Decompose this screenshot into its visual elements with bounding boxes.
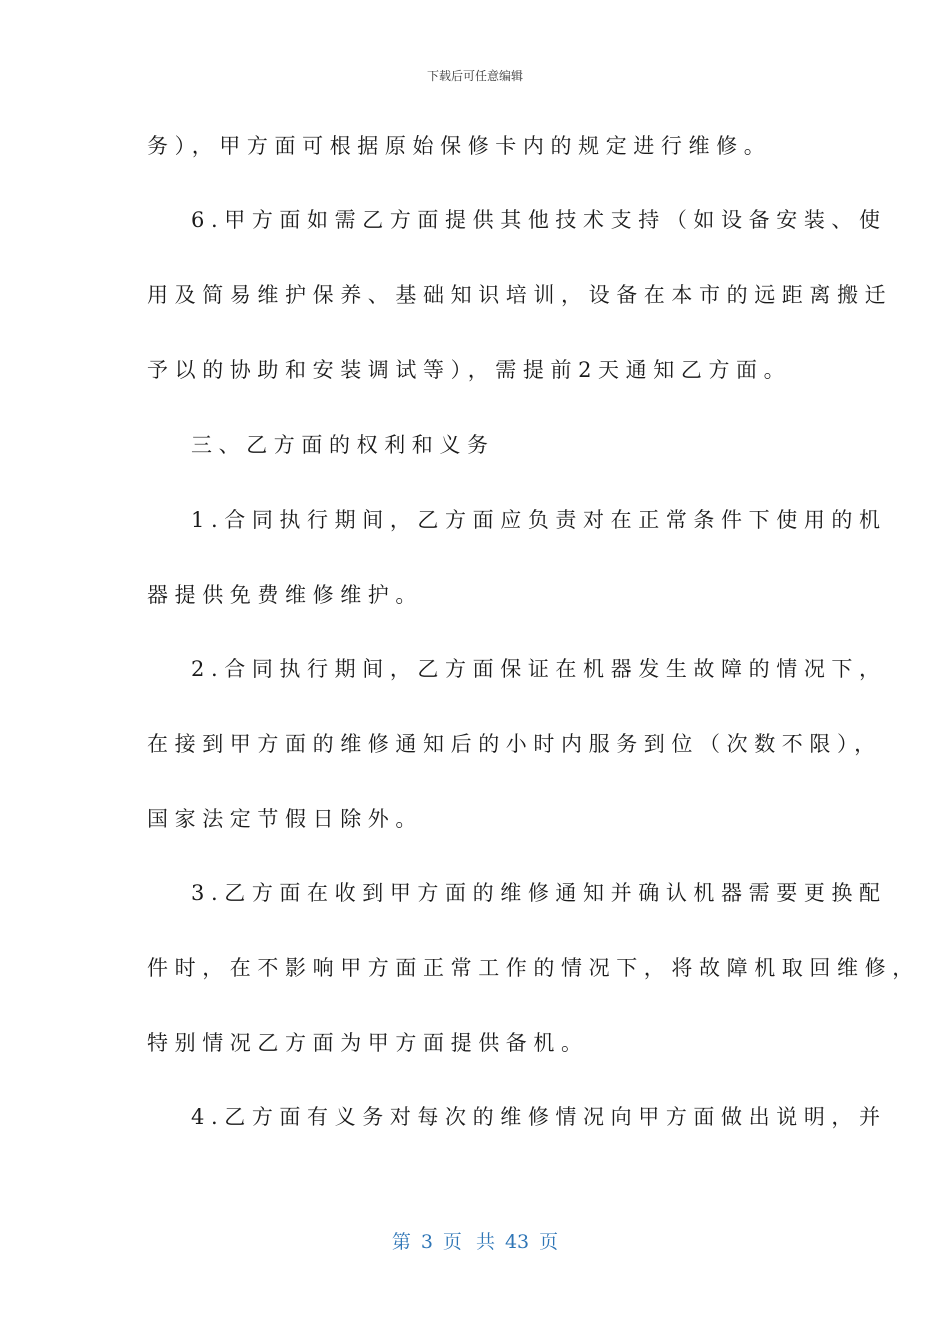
footer-middle: 页 共 xyxy=(442,1231,495,1253)
footer-suffix: 页 xyxy=(539,1231,559,1253)
body-line: 3.乙方面在收到甲方面的维修通知并确认机器需要更换配 xyxy=(191,881,887,905)
body-line: 予以的协助和安装调试等），需提前2天通知乙方面。 xyxy=(147,358,792,382)
footer-prefix: 第 xyxy=(391,1231,411,1253)
body-line: 4.乙方面有义务对每次的维修情况向甲方面做出说明，并 xyxy=(191,1105,887,1129)
body-line: 在接到甲方面的维修通知后的小时内服务到位（次数不限）， xyxy=(147,732,882,756)
body-line: 1.合同执行期间，乙方面应负责对在正常条件下使用的机 xyxy=(191,508,887,532)
body-line: 务），甲方面可根据原始保修卡内的规定进行维修。 xyxy=(147,134,772,158)
body-line: 用及简易维护保养、基础知识培训，设备在本市的远距离搬迁 xyxy=(147,283,893,307)
body-line: 件时，在不影响甲方面正常工作的情况下，将故障机取回维修， xyxy=(147,956,920,980)
page-header: 下载后可任意编辑 xyxy=(426,69,523,83)
body-line: 6.甲方面如需乙方面提供其他技术支持（如设备安装、使 xyxy=(191,208,887,232)
page-footer xyxy=(0,1227,950,1254)
footer-total-pages: 43 xyxy=(504,1231,530,1253)
section-heading: 三、乙方面的权利和义务 xyxy=(191,433,495,457)
body-line: 国家法定节假日除外。 xyxy=(147,807,423,831)
body-line: 器提供免费维修维护。 xyxy=(147,583,423,607)
body-line: 特别情况乙方面为甲方面提供备机。 xyxy=(147,1031,589,1055)
footer-current-page: 3 xyxy=(420,1231,433,1253)
body-line: 2.合同执行期间，乙方面保证在机器发生故障的情况下， xyxy=(191,657,887,681)
